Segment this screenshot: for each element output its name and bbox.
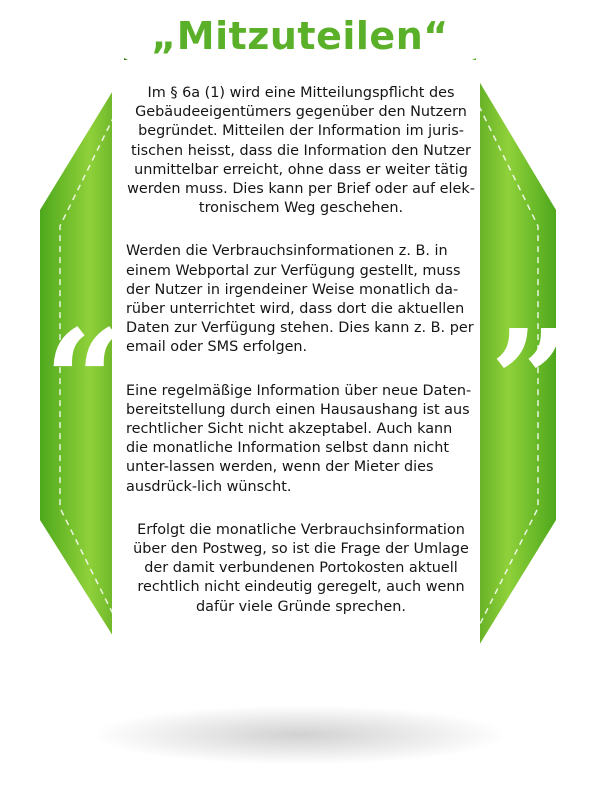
paragraph-4: Erfolgt die monatliche Verbrauchsinformation über den Postweg, so ist die Frage der Umlage der damit verbundenen Portokosten aktuell rechtlich nicht eindeutig geregelt, auch wenn dafür viele Gründe sprechen. [133, 521, 469, 615]
left-quote-mark: “ [44, 300, 125, 464]
paragraph-3: Eine regelmäßige Information über neue Daten-bereitstellung durch einen Hausaushang ist aus rechtlicher Sicht nicht akzeptabel. Auch kann die monatliche Information selbst dann nicht unter-lassen werden, wenn der Mieter dies ausdrück-lich wünscht. [126, 382, 472, 495]
body-text [126, 84, 476, 641]
right-quote-mark: ” [490, 300, 571, 464]
paragraph-2: Werden die Verbrauchsinformationen z. B. in einem Webportal zur Verfügung gestellt, muss der Nutzer in irgendeiner Weise monatlich da-rüber unterrichtet wird, dass dort die aktuellen Daten zur Verfügung stehen. Dies kann z. B. per email oder SMS erfolgen. [126, 243, 474, 356]
page-title: „Mitzuteilen“ [151, 14, 449, 58]
paragraph-1: Im § 6a (1) wird eine Mitteilungspflicht des Gebäudeeigentümers gegenüber den Nutzern begründet. Mitteilen der Information im juris-tischen heisst, dass die Information den Nutzer unmittelbar erreicht, ohne dass er weiter tätig werden muss. Dies kann per Brief oder auf elek-tronischem Weg geschehen. [127, 85, 475, 217]
